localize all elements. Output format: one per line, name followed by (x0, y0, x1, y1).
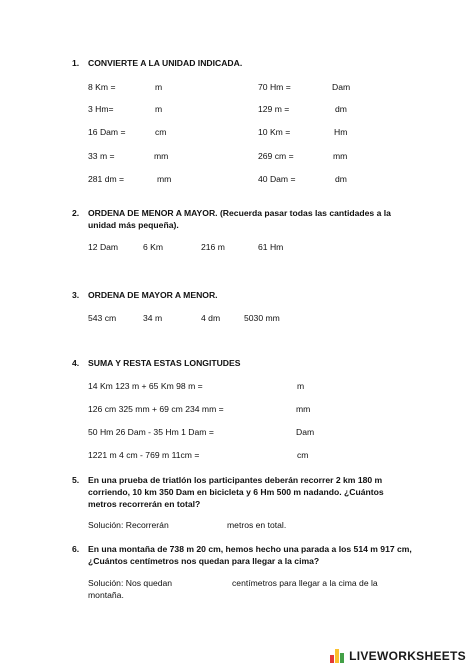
exercise-6-answer-line-2: montaña. (88, 590, 124, 600)
exercise-3-item-4: 5030 mm (244, 313, 280, 323)
exercise-4-number: 4. (72, 358, 80, 368)
exercise-6-answer-prefix: Solución: Nos quedan (88, 578, 173, 588)
conversion-row-4-left-quantity: 33 m = (88, 151, 115, 161)
exercise-5-line-1: En una prueba de triatlón los participantes deberán recorrer 2 km 180 m (88, 475, 383, 485)
conversion-row-3-left-quantity: 16 Dam = (88, 127, 126, 137)
exercise-5-answer-prefix: Solución: Recorrerán (88, 520, 169, 530)
exercise-3-item-1: 543 cm (88, 313, 117, 323)
operation-row-3-expression: 50 Hm 26 Dam - 35 Hm 1 Dam = (88, 427, 214, 437)
exercise-3-item-3: 4 dm (201, 313, 221, 323)
exercise-2-item-3: 216 m (201, 242, 225, 252)
liveworksheets-logo-icon (330, 649, 346, 663)
exercise-2-item-4: 61 Hm (258, 242, 284, 252)
exercise-3-title: ORDENA DE MAYOR A MENOR. (88, 290, 218, 300)
exercise-4-title: SUMA Y RESTA ESTAS LONGITUDES (88, 358, 241, 368)
footer (0, 643, 474, 669)
conversion-row-5-left-quantity: 281 dm = (88, 174, 125, 184)
conversion-row-2-right-quantity: 129 m = (258, 104, 290, 114)
exercise-6-number: 6. (72, 544, 80, 554)
exercise-5-number: 5. (72, 475, 80, 485)
conversion-row-5-left-unit: mm (157, 174, 172, 184)
conversion-row-1-left-unit: m (155, 82, 163, 92)
operation-row-3-unit: Dam (296, 427, 315, 437)
conversion-row-1-right-unit: Dam (332, 82, 351, 92)
conversion-row-4-right-unit: mm (333, 151, 348, 161)
conversion-row-3-left-unit: cm (155, 127, 167, 137)
operation-row-1-expression: 14 Km 123 m + 65 Km 98 m = (88, 381, 203, 391)
conversion-row-4-right-quantity: 269 cm = (258, 151, 294, 161)
conversion-row-2-left-unit: m (155, 104, 163, 114)
exercise-2-item-1: 12 Dam (88, 242, 119, 252)
exercise-2-item-2: 6 Km (143, 242, 164, 252)
exercise-2-number: 2. (72, 208, 80, 218)
conversion-row-5-right-quantity: 40 Dam = (258, 174, 296, 184)
operation-row-4-expression: 1221 m 4 cm - 769 m 11cm = (88, 450, 200, 460)
exercise-2-title-line-2: unidad más pequeña). (88, 220, 179, 230)
exercise-1-number: 1. (72, 58, 80, 68)
exercise-6-line-1: En una montaña de 738 m 20 cm, hemos hecho una parada a los 514 m 917 cm, (88, 544, 412, 554)
exercise-5-answer-suffix: metros en total. (227, 520, 287, 530)
conversion-row-3-right-unit: Hm (334, 127, 348, 137)
conversion-row-2-right-unit: dm (335, 104, 347, 114)
operation-row-4-unit: cm (297, 450, 309, 460)
conversion-row-1-right-quantity: 70 Hm = (258, 82, 291, 92)
exercise-5-line-3: metros recorrerán en total? (88, 499, 201, 509)
exercise-2-title-line-1: ORDENA DE MENOR A MAYOR. (Recuerda pasar todas las cantidades a la (88, 208, 391, 218)
conversion-row-5-right-unit: dm (335, 174, 347, 184)
liveworksheets-logo[interactable] (330, 649, 466, 663)
exercise-6-answer-suffix: centímetros para llegar a la cima de la (232, 578, 378, 588)
conversion-row-3-right-quantity: 10 Km = (258, 127, 291, 137)
operation-row-2-unit: mm (296, 404, 311, 414)
exercise-1-title: CONVIERTE A LA UNIDAD INDICADA. (88, 58, 243, 68)
conversion-row-4-left-unit: mm (154, 151, 169, 161)
conversion-row-1-left-quantity: 8 Km = (88, 82, 116, 92)
exercise-3-item-2: 34 m (143, 313, 163, 323)
operation-row-2-expression: 126 cm 325 mm + 69 cm 234 mm = (88, 404, 224, 414)
liveworksheets-logo-text: LIVEWORKSHEETS (349, 649, 466, 663)
operation-row-1-unit: m (297, 381, 305, 391)
conversion-row-2-left-quantity: 3 Hm= (88, 104, 114, 114)
exercise-5-line-2: corriendo, 10 km 350 Dam en bicicleta y 6 Hm 500 m nadando. ¿Cuántos (88, 487, 384, 497)
exercise-3-number: 3. (72, 290, 80, 300)
exercise-6-line-2: ¿Cuántos centímetros nos quedan para llegar a la cima? (88, 556, 320, 566)
